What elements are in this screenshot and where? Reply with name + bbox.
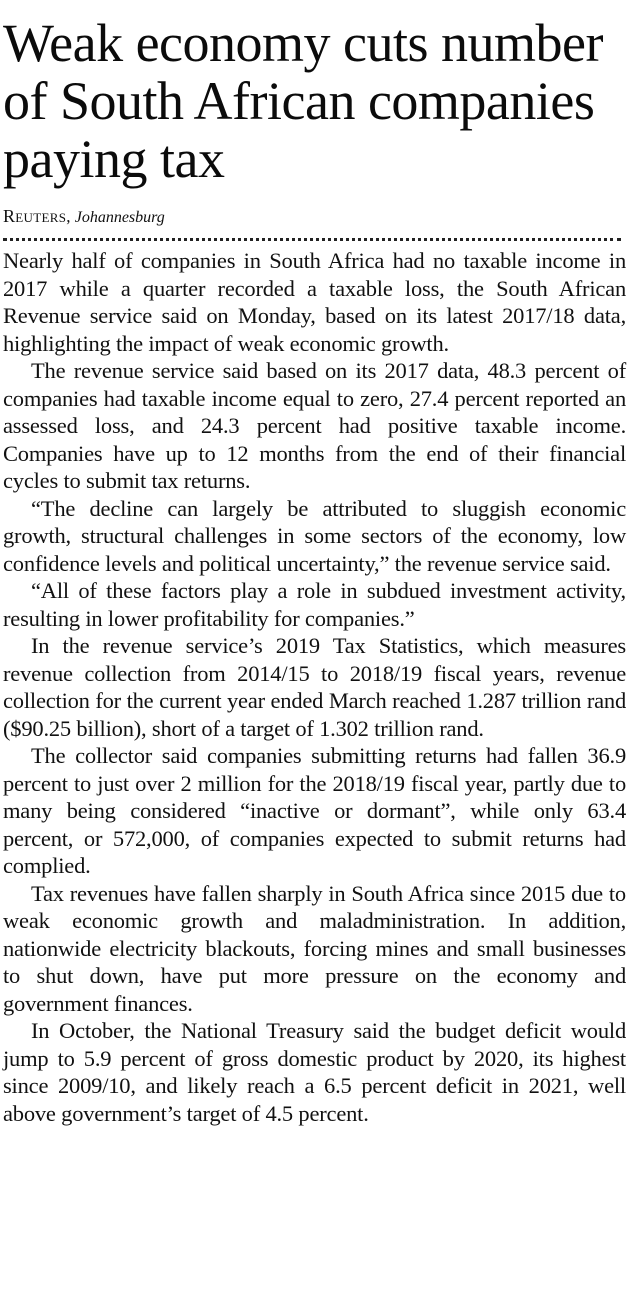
article-paragraph-2: The revenue service said based on its 2017 data, 48.3 percent of companies had taxable income equal to zero, 27.4 percent reported an assessed loss, and 24.3 percent had positive taxable income. Companies have up to 12 months from the end of their financial cycles to submit tax returns. [3,358,626,493]
article-headline: Weak economy cuts number of South African companies paying tax [3,13,603,189]
article-paragraph-8: In October, the National Treasury said the budget deficit would jump to 5.9 percent of gross domestic product by 2020, its highest since 2009/10, and likely reach a 6.5 percent deficit in 2021, well above government’s target of 4.5 percent. [3,1018,626,1126]
byline [3,206,626,228]
article-paragraph-5: In the revenue service’s 2019 Tax Statistics, which measures revenue collection from 2014/15 to 2018/19 fiscal years, revenue collection for the current year ended March reached 1.287 trillion rand ($90.25 billion), short of a target of 1.302 trillion rand. [3,633,626,741]
article-paragraph-6: The collector said companies submitting returns had fallen 36.9 percent to just over 2 million for the 2018/19 fiscal year, partly due to many being considered “inactive or dormant”, while only 63.4 percent, or 572,000, of companies expected to submit returns had complied. [3,743,626,878]
byline-agency: Reuters [3,206,67,226]
byline-separator: , [66,207,71,226]
article-body [3,247,626,1127]
article-paragraph-7: Tax revenues have fallen sharply in South Africa since 2015 due to weak economic growth and maladministration. In addition, nationwide electricity blackouts, forcing mines and small businesses to shut down, have put more pressure on the economy and government finances. [3,880,626,1016]
article-paragraph-1: Nearly half of companies in South Africa had no taxable income in 2017 while a quarter recorded a taxable loss, the South African Revenue service said on Monday, based on its latest 2017/18 data, highlighting the impact of weak economic growth. [3,248,626,356]
byline-dateline: Johannesburg [74,209,165,226]
article-paragraph-4: “All of these factors play a role in subdued investment activity, resulting in lower profitability for companies.” [3,578,626,631]
article-paragraph-3: “The decline can largely be attributed to sluggish economic growth, structural challenges in some sectors of the economy, low confidence levels and political uncertainty,” the revenue service said. [3,495,626,576]
dotted-divider [3,238,621,241]
